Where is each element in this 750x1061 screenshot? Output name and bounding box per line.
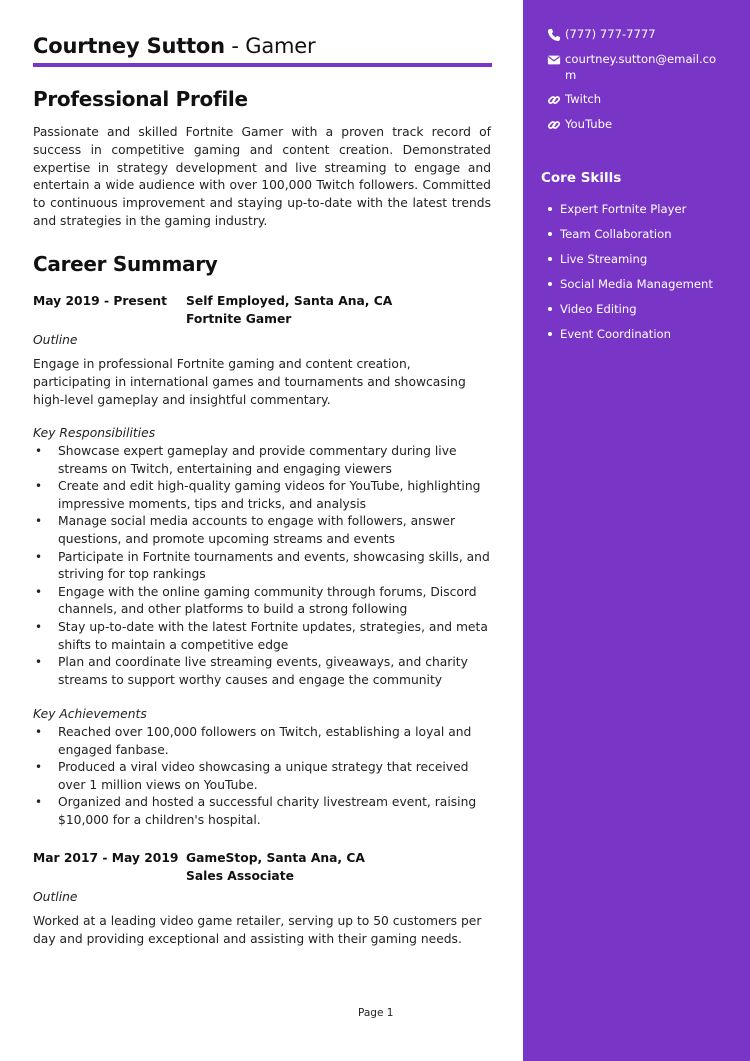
- list-item: • Create and edit high-quality gaming videos for YouTube, highlighting impressive moments, tips and tricks, and analysis: [33, 478, 491, 513]
- achievements-label: Key Achievements: [33, 707, 147, 721]
- list-item: • Produced a viral video showcasing a unique strategy that received over 1 million views on YouTube.: [33, 759, 491, 794]
- job-role: Fortnite Gamer: [186, 312, 292, 326]
- outline-label: Outline: [33, 890, 78, 904]
- responsibilities-list: [33, 443, 491, 689]
- youtube-link[interactable]: YouTube: [565, 117, 613, 131]
- list-item: • Plan and coordinate live streaming events, giveaways, and charity streams to support worthy causes and engage the community: [33, 654, 491, 689]
- candidate-name: Courtney Sutton: [33, 34, 225, 58]
- header-separator: -: [224, 34, 246, 58]
- skill-item: Live Streaming: [541, 247, 741, 272]
- job-dates: Mar 2017 - May 2019: [33, 851, 179, 865]
- list-item: • Manage social media accounts to engage with followers, answer questions, and promote upcoming streams and events: [33, 513, 491, 548]
- header-divider: [33, 63, 492, 67]
- skill-item: Event Coordination: [541, 322, 741, 347]
- link-icon: [547, 118, 561, 132]
- list-item: • Engage with the online gaming community through forums, Discord channels, and other platforms to build a strong following: [33, 584, 491, 619]
- contact-email: [547, 52, 727, 83]
- envelope-icon: [547, 53, 561, 67]
- resume-header: [33, 33, 315, 59]
- contact-phone: [547, 27, 727, 43]
- job-company: GameStop, Santa Ana, CA: [186, 851, 365, 865]
- link-icon: [547, 93, 561, 107]
- skill-item: Expert Fortnite Player: [541, 197, 741, 222]
- phone-icon: [547, 28, 561, 42]
- profile-text: Passionate and skilled Fortnite Gamer with a proven track record of success in competitive gaming and content creation. Demonstrated expertise in strategy development and live streaming to engage and entertain a wide audience with over 100,000 Twitch followers. Committed to continuous improvement and staying up-to-date with the latest trends and strategies in the gaming industry.: [33, 125, 491, 228]
- list-item: • Showcase expert gameplay and provide commentary during live streams on Twitch, entertaining and engaging viewers: [33, 443, 491, 478]
- skill-item: Team Collaboration: [541, 222, 741, 247]
- skill-item: Video Editing: [541, 297, 741, 322]
- phone-number: (777) 777-7777: [565, 27, 656, 41]
- skills-heading: Core Skills: [541, 170, 622, 186]
- career-heading: Career Summary: [33, 252, 218, 276]
- achievements-list: [33, 724, 491, 830]
- list-item: • Reached over 100,000 followers on Twitch, establishing a loyal and engaged fanbase.: [33, 724, 491, 759]
- skills-list: [541, 197, 741, 347]
- sidebar: [523, 0, 750, 1061]
- list-item: • Stay up-to-date with the latest Fortnite updates, strategies, and meta shifts to maintain a competitive edge: [33, 619, 491, 654]
- skill-item: Social Media Management: [541, 272, 741, 297]
- job-outline: Worked at a leading video game retailer, serving up to 50 customers per day and providing exceptional and assisting with their gaming needs.: [33, 914, 482, 946]
- job-role: Sales Associate: [186, 869, 294, 883]
- twitch-link[interactable]: Twitch: [565, 92, 602, 106]
- job-company: Self Employed, Santa Ana, CA: [186, 294, 393, 308]
- job-title: Gamer: [245, 34, 316, 58]
- contact-link-twitch: [547, 92, 727, 108]
- profile-heading: Professional Profile: [33, 87, 248, 111]
- responsibilities-label: Key Responsibilities: [33, 426, 156, 440]
- job-dates: May 2019 - Present: [33, 294, 168, 308]
- job-outline: Engage in professional Fortnite gaming and content creation, participating in international games and tournaments and showcasing high-level gameplay and insightful commentary.: [33, 357, 466, 407]
- list-item: • Participate in Fortnite tournaments and events, showcasing skills, and striving for top rankings: [33, 549, 491, 584]
- outline-label: Outline: [33, 333, 78, 347]
- list-item: • Organized and hosted a successful charity livestream event, raising $10,000 for a children's hospital.: [33, 794, 491, 829]
- email-address[interactable]: courtney.sutton@email.com: [565, 52, 717, 82]
- contact-link-youtube: [547, 117, 727, 133]
- page-number: Page 1: [358, 1007, 394, 1019]
